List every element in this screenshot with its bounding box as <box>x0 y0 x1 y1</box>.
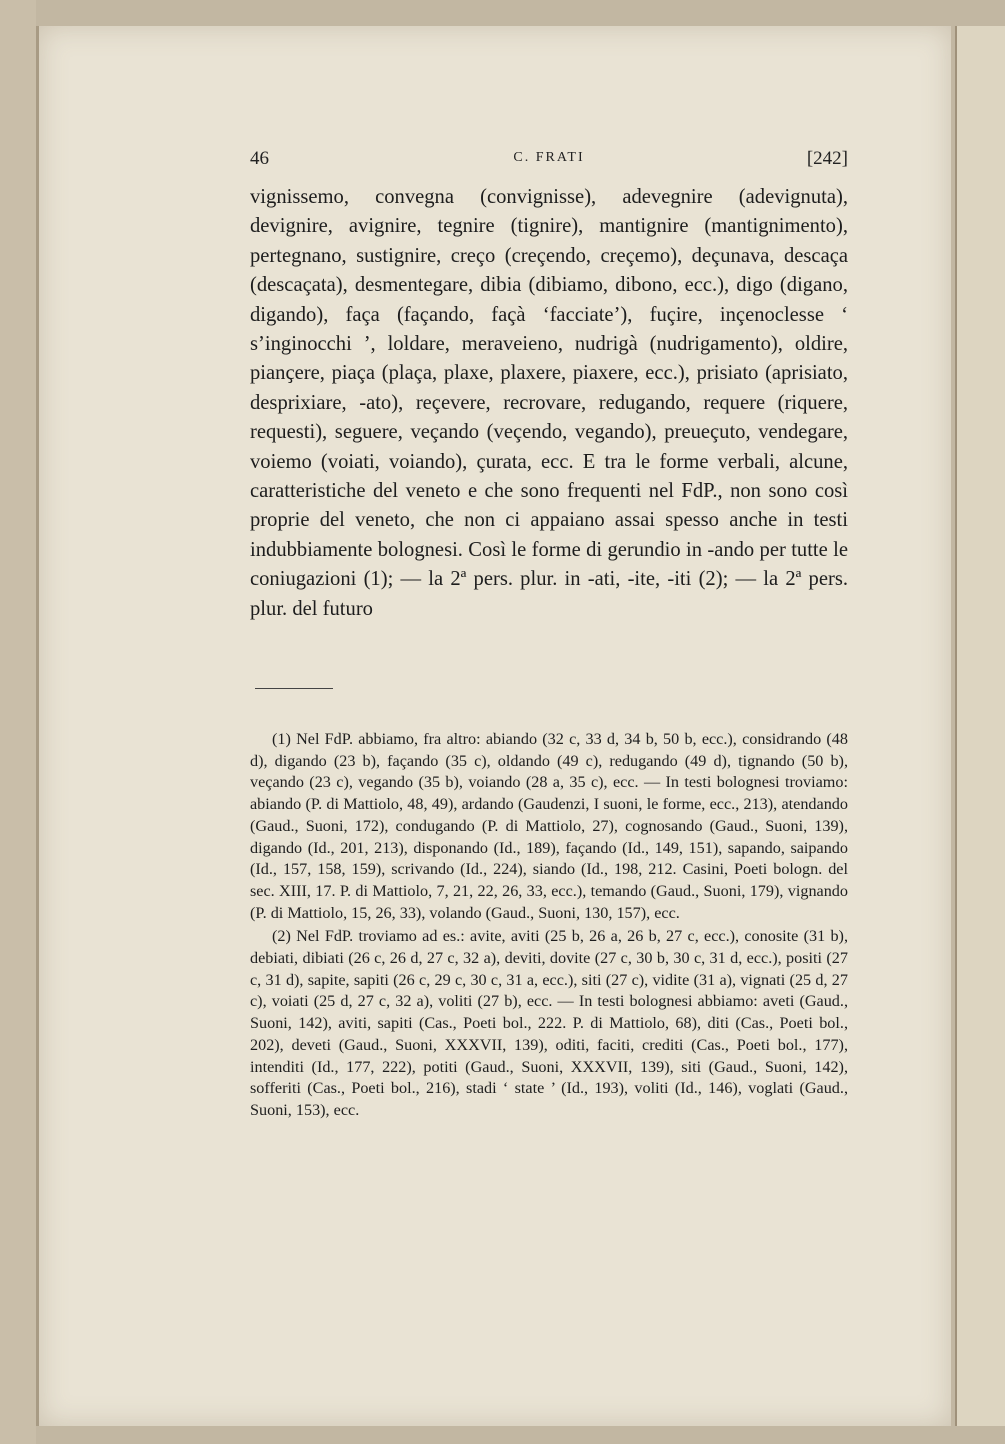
page-number: 46 <box>250 148 269 169</box>
body-paragraph: vignissemo, convegna (convignisse), adevegnire (adevignuta), devignire, avignire, tegnire (tignire), mantignire (mantignimento), pertegnano, sustignire, creço (creçendo, creçemo), deçunava, descaça (descaçata), desmentegare, dibia (dibiamo, dibono, ecc.), digo (digano, digando), faça (façando, façà ‘facciate’), fuçire, inçenoclesse ‘ s’inginocchi ’, loldare, meraveieno, nudrigà (nudrigamento), oldire, pianҫere, piaça (plaça, plaxe, plaxere, piaxere, ecc.), prisiato (aprisiato, desprixiare, -ato), reçevere, recrovare, redugando, requere (riquere, requesti), seguere, veçando (veçendo, vegando), preueçuto, vendegare, voiemo (voiati, voiando), çurata, ecc. E tra le forme verbali, alcune, caratteristiche del veneto e che sono frequenti nel FdP., non sono così proprie del veneto, che non ci appaiano assai spesso anche in testi indubbiamente bolognesi. Così le forme di gerundio in -ando per tutte le coniugazioni (1); — la 2ª pers. plur. in -ati, -ite, -iti (2); — la 2ª pers. plur. del futuro <box>250 186 848 620</box>
running-header <box>250 146 848 176</box>
footnote-2: (2) Nel FdP. troviamo ad es.: avite, aviti (25 b, 26 a, 26 b, 27 c, ecc.), conosite (31 b), debiati, dibiati (26 c, 26 d, 27 c, 32 a), deviti, dovite (27 c, 30 b, 30 c, 31 d, ecc.), positi (27 c, 31 d), sapite, sapiti (26 c, 29 c, 30 c, 31 a, ecc.), siti (27 c), vidite (31 a), vignati (25 d, 27 c), voiati (25 d, 27 c, 32 a), voliti (27 b), ecc. — In testi bolognesi abbiamo: aveti (Gaud., Suoni, 142), aviti, sapiti (Cas., Poeti bol., 222. P. di Mattiolo, 68), diti (Cas., Poeti bol., 202), deveti (Gaud., Suoni, XXXVII, 139), oditi, faciti, crediti (Cas., Poeti bol., 177), intenditi (Id., 177, 222), potiti (Gaud., Suoni, XXXVII, 139), siti (Gaud., Suoni, 142), sofferiti (Cas., Poeti bol., 216), stadi ‘ state ’ (Id., 193), voliti (Id., 146), voglati (Gaud., Suoni, 153), ecc. <box>250 927 848 1119</box>
bracket-page-reference: [242] <box>806 148 848 169</box>
footnotes <box>250 729 848 1122</box>
running-title: C. FRATI <box>513 150 585 165</box>
footnote-1: (1) Nel FdP. abbiamo, fra altro: abiando (32 c, 33 d, 34 b, 50 b, ecc.), considrando (48 d), digando (23 b), façando (35 c), oldando (49 c), redugando (49 d), tignando (50 b), veçando (23 c), vegando (35 b), voiando (28 a, 35 c), ecc. — In testi bolognesi troviamo: abiando (P. di Mattiolo, 48, 49), ardando (Gaudenzi, I suoni, le forme, ecc., 213), atendando (Gaud., Suoni, 172), condugando (P. di Mattiolo, 27), cognosando (Gaud., Suoni, 139), digando (Id., 201, 213), disponando (Id., 189), façando (Id., 149, 151), sapando, saipando (Id., 157, 158, 159), scrivando (Id., 224), siando (Id., 198, 212. Casini, Poeti bologn. del sec. XIII, 17. P. di Mattiolo, 7, 21, 22, 26, 33, ecc.), temando (Gaud., Suoni, 179), vignando (P. di Mattiolo, 15, 26, 33), volando (Gaud., Suoni, 130, 157), ecc. <box>250 730 848 922</box>
body-text <box>250 183 848 624</box>
footnote-separator <box>255 688 333 689</box>
facing-page-edge <box>955 26 1005 1426</box>
book-spine-edge <box>0 0 36 1444</box>
